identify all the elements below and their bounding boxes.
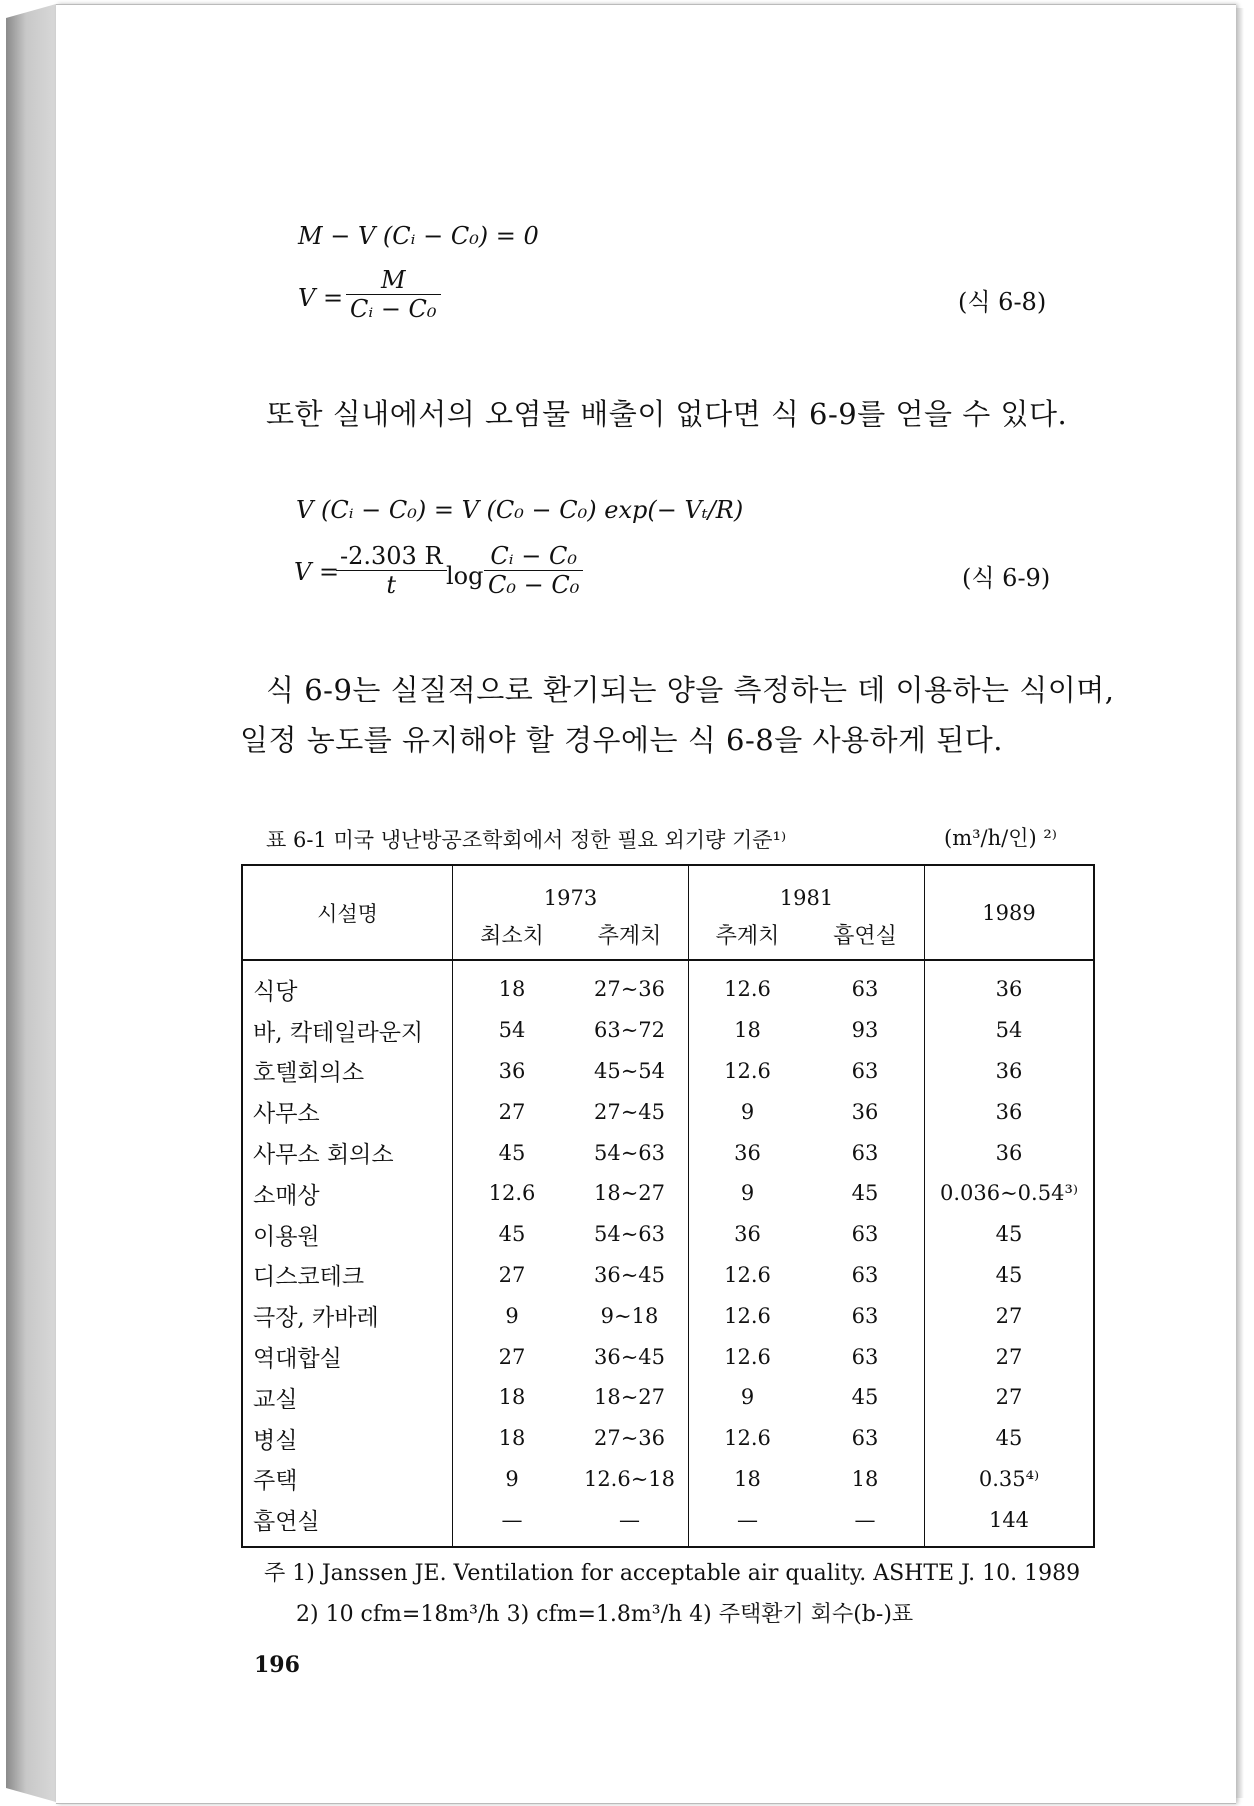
paragraph-2-line-2: 일정 농도를 유지해야 할 경우에는 식 6-8을 사용하게 된다. — [240, 723, 1003, 757]
header-1973-rec: 추계치 — [571, 910, 689, 960]
value-cell: 27 — [995, 1385, 1023, 1410]
value-cell: — — [806, 1499, 925, 1547]
value-cell: 9 — [740, 1181, 755, 1206]
equation-6-9-denominator-1: t — [386, 571, 397, 599]
value-cell: 27 — [995, 1344, 1023, 1369]
equation-decay: V (Cᵢ − C₀) = V (C₀ − C₀) exp(− Vₜ/R) — [296, 496, 744, 524]
value-cell: 9 — [740, 1099, 755, 1124]
value-cell: 12.6 — [724, 1262, 771, 1287]
value-cell: 36 — [806, 1091, 925, 1132]
value-cell: 9 — [740, 1385, 755, 1410]
facility-name-cell: 이용원 — [242, 1214, 453, 1255]
value-cell: 54∼63 — [571, 1132, 689, 1173]
value-cell: 45 — [995, 1222, 1023, 1247]
equation-6-9-numerator-1: -2.303 R — [336, 542, 447, 571]
value-cell: 12.6 — [724, 1344, 771, 1369]
value-cell: 27 — [498, 1262, 526, 1287]
value-cell: 18 — [498, 1385, 526, 1410]
value-cell: 0.036∼0.54³⁾ — [939, 1181, 1079, 1206]
value-cell: 63 — [806, 960, 925, 1010]
table-row — [242, 960, 1094, 1010]
facility-name-cell: 역대합실 — [242, 1336, 453, 1377]
value-cell: 36 — [734, 1140, 761, 1165]
equation-6-9-fraction-2 — [484, 542, 583, 599]
value-cell: 144 — [988, 1507, 1030, 1532]
header-1981-smoking: 흡연실 — [806, 910, 925, 960]
value-cell: 18∼27 — [571, 1377, 689, 1418]
value-cell: — — [571, 1499, 689, 1547]
equation-6-8-denominator: Cᵢ − C₀ — [350, 295, 437, 323]
equation-6-8-numerator: M — [346, 266, 441, 295]
value-cell: 45 — [995, 1262, 1023, 1287]
value-cell: 93 — [806, 1010, 925, 1051]
value-cell: 63 — [806, 1132, 925, 1173]
value-cell: 63∼72 — [571, 1010, 689, 1051]
value-cell: 18∼27 — [571, 1173, 689, 1214]
value-cell: 27 — [498, 1344, 526, 1369]
equation-6-9-denominator-2: C₀ − C₀ — [488, 571, 580, 599]
header-1973-min: 최소치 — [480, 924, 544, 949]
value-cell: 45∼54 — [571, 1051, 689, 1092]
equation-6-9-log: log — [446, 562, 484, 590]
value-cell: 27∼36 — [571, 1418, 689, 1459]
facility-name-cell: 극장, 카바레 — [242, 1295, 453, 1336]
value-cell: 18 — [806, 1459, 925, 1500]
table-row — [242, 1010, 1094, 1051]
facility-name-cell: 교실 — [242, 1377, 453, 1418]
value-cell: 12.6∼18 — [571, 1459, 689, 1500]
header-1981: 1981 — [689, 865, 925, 910]
value-cell: 63 — [806, 1051, 925, 1092]
page-shadow — [1236, 8, 1244, 1798]
paragraph-1: 또한 실내에서의 오염물 배출이 없다면 식 6-9를 얻을 수 있다. — [266, 397, 1068, 431]
page-stack-edge — [6, 4, 56, 1802]
facility-name-cell: 주택 — [242, 1459, 453, 1500]
value-cell: 12.6 — [724, 1426, 771, 1451]
note-2: 2) 10 cfm=18m³/h 3) cfm=1.8m³/h 4) 주택환기 회수(b-)표 — [296, 1602, 914, 1627]
page-number: 196 — [254, 1652, 300, 1678]
facility-name-cell: 사무소 — [242, 1091, 453, 1132]
table-row — [242, 1459, 1094, 1500]
facility-name-cell: 디스코테크 — [242, 1255, 453, 1296]
table-row — [242, 1051, 1094, 1092]
value-cell: 45 — [806, 1377, 925, 1418]
facility-name-cell: 흡연실 — [242, 1499, 453, 1547]
header-1989: 1989 — [982, 900, 1036, 925]
table-row — [242, 1255, 1094, 1296]
table-row — [242, 1214, 1094, 1255]
value-cell: 54 — [498, 1018, 526, 1043]
value-cell: 12.6 — [488, 1181, 536, 1206]
header-1973: 1973 — [453, 865, 689, 910]
value-cell: 36 — [995, 1058, 1023, 1083]
equation-6-9-number: (식 6-9) — [962, 564, 1051, 592]
value-cell: 9 — [505, 1303, 519, 1328]
table-row — [242, 1091, 1094, 1132]
table-row — [242, 1132, 1094, 1173]
table-row — [242, 1377, 1094, 1418]
table-row — [242, 1173, 1094, 1214]
facility-name-cell: 병실 — [242, 1418, 453, 1459]
value-cell: 9 — [505, 1466, 519, 1491]
table-row — [242, 1336, 1094, 1377]
value-cell: 45 — [995, 1426, 1023, 1451]
value-cell: 36 — [995, 977, 1023, 1002]
table-row — [242, 1295, 1094, 1336]
table-row — [242, 1499, 1094, 1547]
value-cell: 36 — [734, 1222, 761, 1247]
value-cell: 0.35⁴⁾ — [978, 1466, 1040, 1491]
facility-name-cell: 소매상 — [242, 1173, 453, 1214]
facility-name-cell: 사무소 회의소 — [242, 1132, 453, 1173]
value-cell: 63 — [806, 1336, 925, 1377]
value-cell: 45 — [498, 1140, 526, 1165]
value-cell: 36 — [498, 1058, 526, 1083]
value-cell: 36 — [995, 1099, 1023, 1124]
value-cell: 36∼45 — [571, 1336, 689, 1377]
table-caption: 표 6-1 미국 냉난방공조학회에서 정한 필요 외기량 기준¹⁾ — [266, 828, 787, 852]
value-cell: 45 — [498, 1222, 526, 1247]
facility-name-cell: 호텔회의소 — [242, 1051, 453, 1092]
equation-6-9-lhs: V = — [294, 558, 340, 586]
value-cell: 54 — [995, 1018, 1023, 1043]
equation-mass-balance: M − V (Cᵢ − C₀) = 0 — [298, 222, 539, 250]
value-cell: 27 — [995, 1303, 1023, 1328]
header-facility: 시설명 — [242, 865, 453, 960]
value-cell: 12.6 — [724, 1303, 771, 1328]
equation-6-8-number: (식 6-8) — [958, 288, 1047, 316]
paragraph-2-line-1: 식 6-9는 실질적으로 환기되는 양을 측정하는 데 이용하는 식이며, — [266, 673, 1115, 707]
value-cell: 9∼18 — [571, 1295, 689, 1336]
value-cell: 18 — [734, 1466, 761, 1491]
value-cell: 12.6 — [724, 1058, 771, 1083]
table-row — [242, 1418, 1094, 1459]
ventilation-table — [241, 864, 1095, 1548]
facility-name-cell: 식당 — [242, 960, 453, 1010]
table-unit: (m³/h/인) ²⁾ — [944, 826, 1057, 850]
equation-6-9-numerator-2: Cᵢ − C₀ — [484, 542, 583, 571]
facility-name-cell: 바, 칵테일라운지 — [242, 1010, 453, 1051]
value-cell: 63 — [806, 1214, 925, 1255]
value-cell: 27 — [498, 1099, 526, 1124]
value-cell: 36 — [995, 1140, 1023, 1165]
value-cell: 27∼45 — [571, 1091, 689, 1132]
value-cell: 18 — [734, 1018, 761, 1043]
value-cell: 63 — [806, 1255, 925, 1296]
value-cell: — — [501, 1507, 523, 1532]
value-cell: 27∼36 — [571, 960, 689, 1010]
value-cell: 12.6 — [724, 977, 771, 1002]
equation-6-8-lhs: V = — [298, 284, 344, 312]
value-cell: 18 — [498, 1426, 526, 1451]
value-cell: 45 — [806, 1173, 925, 1214]
value-cell: — — [737, 1507, 758, 1532]
value-cell: 54∼63 — [571, 1214, 689, 1255]
value-cell: 63 — [806, 1418, 925, 1459]
note-1: 주 1) Janssen JE. Ventilation for acceptable air quality. ASHTE J. 10. 1989 — [264, 1561, 1081, 1586]
equation-6-9-fraction-1 — [336, 542, 447, 599]
value-cell: 36∼45 — [571, 1255, 689, 1296]
value-cell: 63 — [806, 1295, 925, 1336]
value-cell: 18 — [498, 977, 526, 1002]
header-1981-rec: 추계치 — [715, 924, 780, 949]
equation-6-8-fraction — [346, 266, 441, 323]
